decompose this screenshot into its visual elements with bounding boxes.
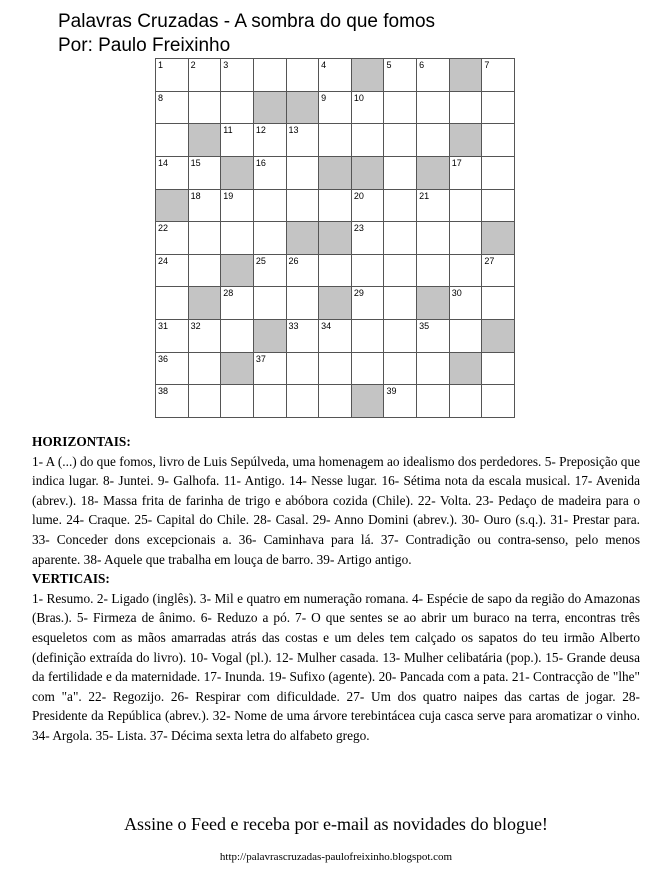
clue-number: 10	[353, 92, 364, 103]
horizontais-heading: HORIZONTAIS:	[32, 434, 131, 449]
grid-cell[interactable]	[352, 124, 385, 157]
grid-cell[interactable]	[189, 255, 222, 288]
clue-number: 14	[158, 157, 169, 168]
grid-cell[interactable]	[189, 59, 222, 92]
grid-cell[interactable]	[221, 320, 254, 353]
grid-cell[interactable]	[384, 385, 417, 418]
grid-cell[interactable]	[221, 385, 254, 418]
clue-number: 30	[451, 288, 462, 299]
grid-cell[interactable]	[450, 92, 483, 125]
clue-number: 24	[158, 255, 169, 266]
grid-cell[interactable]	[384, 222, 417, 255]
grid-cell[interactable]	[189, 157, 222, 190]
grid-black-cell	[417, 287, 450, 320]
grid-black-cell	[450, 124, 483, 157]
grid-cell[interactable]	[156, 320, 189, 353]
grid-cell[interactable]	[417, 92, 450, 125]
clue-number: 6	[419, 60, 425, 70]
clue-number: 26	[288, 255, 299, 266]
grid-cell[interactable]	[189, 222, 222, 255]
grid-cell[interactable]	[482, 157, 515, 190]
grid-black-cell	[189, 124, 222, 157]
grid-cell[interactable]	[384, 92, 417, 125]
grid-cell[interactable]	[450, 320, 483, 353]
grid-cell[interactable]	[319, 190, 352, 223]
clue-number: 35	[419, 321, 430, 332]
clue-number: 36	[158, 353, 169, 364]
grid-cell[interactable]	[287, 287, 320, 320]
grid-cell[interactable]	[254, 124, 287, 157]
puzzle-title	[58, 10, 435, 58]
grid-cell[interactable]	[352, 222, 385, 255]
grid-cell[interactable]	[482, 92, 515, 125]
clue-number: 25	[255, 255, 266, 266]
grid-cell[interactable]	[221, 222, 254, 255]
clue-number: 31	[158, 321, 169, 332]
grid-cell[interactable]	[417, 353, 450, 386]
grid-cell[interactable]	[482, 190, 515, 223]
grid-black-cell	[352, 157, 385, 190]
grid-cell[interactable]	[352, 190, 385, 223]
grid-black-cell	[156, 190, 189, 223]
blog-url[interactable]: http://palavrascruzadas-paulofreixinho.blogspot.com	[219, 851, 453, 863]
grid-cell[interactable]	[417, 124, 450, 157]
grid-black-cell	[287, 222, 320, 255]
clue-number: 39	[386, 386, 397, 397]
grid-cell[interactable]	[384, 287, 417, 320]
feed-promo-text: Assine o Feed e receba por e-mail as novidades do blogue!	[124, 814, 548, 834]
clue-number: 4	[321, 60, 327, 70]
grid-black-cell	[254, 320, 287, 353]
grid-black-cell	[221, 255, 254, 288]
grid-cell[interactable]	[319, 320, 352, 353]
title-line-2: Por: Paulo Freixinho	[58, 35, 231, 56]
clue-number: 20	[353, 190, 364, 201]
grid-cell[interactable]	[156, 157, 189, 190]
clue-number: 15	[190, 157, 201, 168]
grid-cell[interactable]	[254, 353, 287, 386]
grid-cell[interactable]	[254, 59, 287, 92]
grid-cell[interactable]	[221, 59, 254, 92]
clue-number: 29	[353, 288, 364, 299]
grid-cell[interactable]	[319, 353, 352, 386]
grid-cell[interactable]	[254, 157, 287, 190]
grid-black-cell	[319, 157, 352, 190]
grid-cell[interactable]	[221, 190, 254, 223]
grid-black-cell	[417, 157, 450, 190]
clue-number: 18	[190, 190, 201, 201]
grid-cell[interactable]	[352, 92, 385, 125]
grid-black-cell	[319, 222, 352, 255]
grid-cell[interactable]	[287, 385, 320, 418]
clue-number: 23	[353, 223, 364, 234]
grid-black-cell	[450, 59, 483, 92]
clue-number: 12	[255, 125, 266, 136]
grid-cell[interactable]	[254, 255, 287, 288]
grid-cell[interactable]	[189, 92, 222, 125]
grid-cell[interactable]	[384, 124, 417, 157]
grid-cell[interactable]	[156, 222, 189, 255]
grid-cell[interactable]	[482, 287, 515, 320]
clue-number: 1	[158, 60, 164, 70]
grid-cell[interactable]	[287, 255, 320, 288]
grid-cell[interactable]	[156, 287, 189, 320]
grid-black-cell	[352, 59, 385, 92]
crossword-grid	[155, 58, 515, 418]
clue-number: 27	[484, 255, 495, 266]
grid-cell[interactable]	[384, 255, 417, 288]
grid-cell[interactable]	[417, 255, 450, 288]
clue-number: 13	[288, 125, 299, 136]
grid-cell[interactable]	[254, 287, 287, 320]
grid-cell[interactable]	[156, 385, 189, 418]
grid-black-cell	[482, 222, 515, 255]
grid-cell[interactable]	[384, 190, 417, 223]
grid-cell[interactable]	[450, 190, 483, 223]
grid-cell[interactable]	[287, 320, 320, 353]
clue-number: 16	[255, 157, 266, 168]
clue-number: 38	[158, 386, 169, 397]
grid-cell[interactable]	[189, 385, 222, 418]
clue-number: 33	[288, 321, 299, 332]
grid-black-cell	[189, 287, 222, 320]
clue-number: 32	[190, 321, 201, 332]
grid-cell[interactable]	[352, 320, 385, 353]
grid-cell[interactable]	[450, 287, 483, 320]
grid-cell[interactable]	[482, 255, 515, 288]
grid-cell[interactable]	[482, 385, 515, 418]
clue-number: 37	[255, 353, 266, 364]
grid-cell[interactable]	[417, 190, 450, 223]
grid-cell[interactable]	[482, 124, 515, 157]
grid-cell[interactable]	[319, 59, 352, 92]
grid-cell[interactable]	[450, 255, 483, 288]
grid-black-cell	[319, 287, 352, 320]
grid-black-cell	[287, 92, 320, 125]
clue-number: 9	[321, 92, 327, 103]
clues-section	[32, 432, 640, 746]
grid-cell[interactable]	[189, 190, 222, 223]
clue-number: 8	[158, 92, 164, 103]
grid-cell[interactable]	[287, 157, 320, 190]
grid-black-cell	[221, 353, 254, 386]
grid-cell[interactable]	[156, 92, 189, 125]
grid-cell[interactable]	[352, 353, 385, 386]
grid-cell[interactable]	[384, 59, 417, 92]
grid-cell[interactable]	[319, 124, 352, 157]
grid-black-cell	[352, 385, 385, 418]
grid-cell[interactable]	[417, 320, 450, 353]
grid-cell[interactable]	[287, 353, 320, 386]
grid-cell[interactable]	[287, 124, 320, 157]
grid-cell[interactable]	[319, 385, 352, 418]
grid-cell[interactable]	[417, 59, 450, 92]
grid-cell[interactable]	[352, 287, 385, 320]
grid-cell[interactable]	[221, 92, 254, 125]
grid-cell[interactable]	[384, 157, 417, 190]
grid-black-cell	[221, 157, 254, 190]
grid-cell[interactable]	[417, 222, 450, 255]
title-line-1: Palavras Cruzadas - A sombra do que fomos	[58, 11, 436, 32]
grid-cell[interactable]	[352, 255, 385, 288]
clue-number: 28	[223, 288, 234, 299]
grid-cell[interactable]	[450, 385, 483, 418]
grid-cell[interactable]	[254, 385, 287, 418]
grid-cell[interactable]	[156, 255, 189, 288]
grid-cell[interactable]	[319, 92, 352, 125]
grid-cell[interactable]	[384, 353, 417, 386]
grid-cell[interactable]	[417, 385, 450, 418]
grid-cell[interactable]	[254, 190, 287, 223]
grid-cell[interactable]	[482, 353, 515, 386]
clue-number: 17	[451, 157, 462, 168]
grid-cell[interactable]	[482, 59, 515, 92]
grid-cell[interactable]	[156, 353, 189, 386]
grid-black-cell	[450, 353, 483, 386]
grid-cell[interactable]	[156, 59, 189, 92]
grid-black-cell	[482, 320, 515, 353]
clue-number: 3	[223, 60, 229, 70]
horizontais-clues: 1- A (...) do que fomos, livro de Luis Sepúlveda, uma homenagem ao idealismo dos perdedores. 5- Preposição que indica lugar. 8- Juntei. 9- Galhofa. 11- Antigo. 14- Nesse lugar. 16- Sétima nota da escala musical. 17- Avenida (abrev.). 18- Massa frita de farinha de trigo e abóbora cozida (Chile). 22- Volta. 23- Pedaço de madeira para o lume. 24- Craque. 25- Capital do Chile. 28- Casal. 29- Anno Domini (abrev.). 30- Ouro (s.q.). 31- Prestar para. 33- Conceder dons excepcionais a. 36- Caminhava para lá. 37- Contradição ou contra-senso, pelo menos aparente. 38- Aquele que trabalha em louça de barro. 39- Artigo antigo.	[32, 453, 640, 567]
grid-cell[interactable]	[450, 157, 483, 190]
grid-cell[interactable]	[221, 124, 254, 157]
clue-number: 5	[386, 60, 392, 70]
clue-number: 21	[419, 190, 430, 201]
clue-number: 22	[158, 223, 169, 234]
grid-black-cell	[254, 92, 287, 125]
clue-number: 7	[484, 60, 490, 70]
grid-cell[interactable]	[189, 353, 222, 386]
clue-number: 19	[223, 190, 234, 201]
grid-cell[interactable]	[319, 255, 352, 288]
grid-cell[interactable]	[221, 287, 254, 320]
grid-cell[interactable]	[189, 320, 222, 353]
grid-cell[interactable]	[384, 320, 417, 353]
clue-number: 11	[223, 125, 233, 136]
verticais-clues: 1- Resumo. 2- Ligado (inglês). 3- Mil e quatro em numeração romana. 4- Espécie de sapo da região do Amazonas (Bras.). 5- Firmeza de ânimo. 6- Reduzo a pó. 7- O que sentes se ao abrir um buraco na terra, encontras três esqueletos com as mãos amarradas atrás das costas e um deles tem calçado os sapatos do teu irmão Alberto (definição extraída do livro). 10- Vogal (pl.). 12- Mulher casada. 13- Mulher celibatária (pop.). 15- Grande deusa da fertilidade e da maternidade. 17- Inunda. 19- Sufixo (agente). 20- Pancada com a pata. 21- Contracção de "lhe" com "a". 22- Regozijo. 26- Respirar com dificuldade. 27- Um dos quatro naipes das cartas de jogar. 28- Presidente da República (abrev.). 32- Nome de uma árvore terebintácea cuja casca serve para aromatizar o vinho. 34- Argola. 35- Lista. 37- Décima sexta letra do alfabeto grego.	[32, 590, 640, 743]
clue-number: 2	[190, 60, 196, 70]
grid-cell[interactable]	[287, 59, 320, 92]
grid-cell[interactable]	[254, 222, 287, 255]
grid-cell[interactable]	[156, 124, 189, 157]
clue-number: 34	[321, 321, 332, 332]
grid-cell[interactable]	[287, 190, 320, 223]
grid-cell[interactable]	[450, 222, 483, 255]
verticais-heading: VERTICAIS:	[32, 571, 110, 587]
